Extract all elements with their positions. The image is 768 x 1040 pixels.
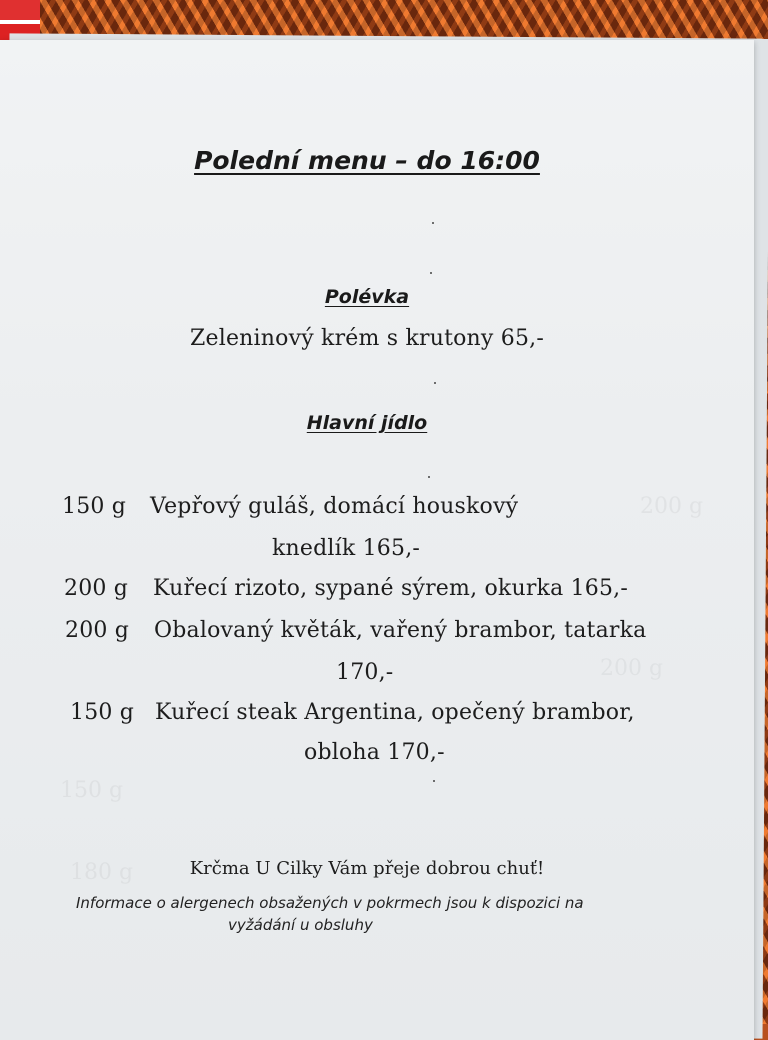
page-title: Polední menu – do 16:00 (194, 146, 540, 175)
menu-item-weight: 150 g (70, 700, 135, 725)
soup-heading: Polévka (324, 286, 410, 308)
menu-sheet (0, 40, 754, 1040)
menu-item-name: Vepřový guláš, domácí houskový (150, 494, 519, 519)
bleed-through-text: 150 g (60, 778, 124, 803)
speck (432, 222, 434, 224)
soup-item: Zeleninový krém s krutony 65,- (190, 326, 544, 351)
menu-item-weight: 200 g (65, 618, 130, 643)
menu-item-name-cont: 170,- (336, 660, 394, 685)
menu-item-weight: 150 g (62, 494, 127, 519)
speck (433, 780, 435, 782)
menu-item-weight: 200 g (64, 576, 129, 601)
menu-item-name: Obalovaný květák, vařený brambor, tatarka (154, 618, 647, 643)
bleed-through-text: 200 g (600, 656, 664, 681)
menu-item-name-cont: knedlík 165,- (272, 536, 421, 561)
allergen-note-cont: vyžádání u obsluhy (228, 916, 373, 934)
speck (430, 272, 432, 274)
allergen-note: Informace o alergenech obsažených v pokrmech jsou k dispozici na (76, 894, 584, 912)
main-course-heading: Hlavní jídlo (306, 412, 428, 434)
speck (434, 382, 436, 384)
menu-item-name: Kuřecí rizoto, sypané sýrem, okurka 165,- (153, 576, 628, 601)
menu-item-name: Kuřecí steak Argentina, opečený brambor, (155, 700, 635, 725)
bleed-through-text: 180 g (70, 860, 134, 885)
footer-greeting: Krčma U Cilky Vám přeje dobrou chuť! (189, 858, 545, 879)
bleed-through-text: 200 g (640, 494, 704, 519)
speck (428, 476, 430, 478)
menu-item-name-cont: obloha 170,- (304, 740, 445, 765)
